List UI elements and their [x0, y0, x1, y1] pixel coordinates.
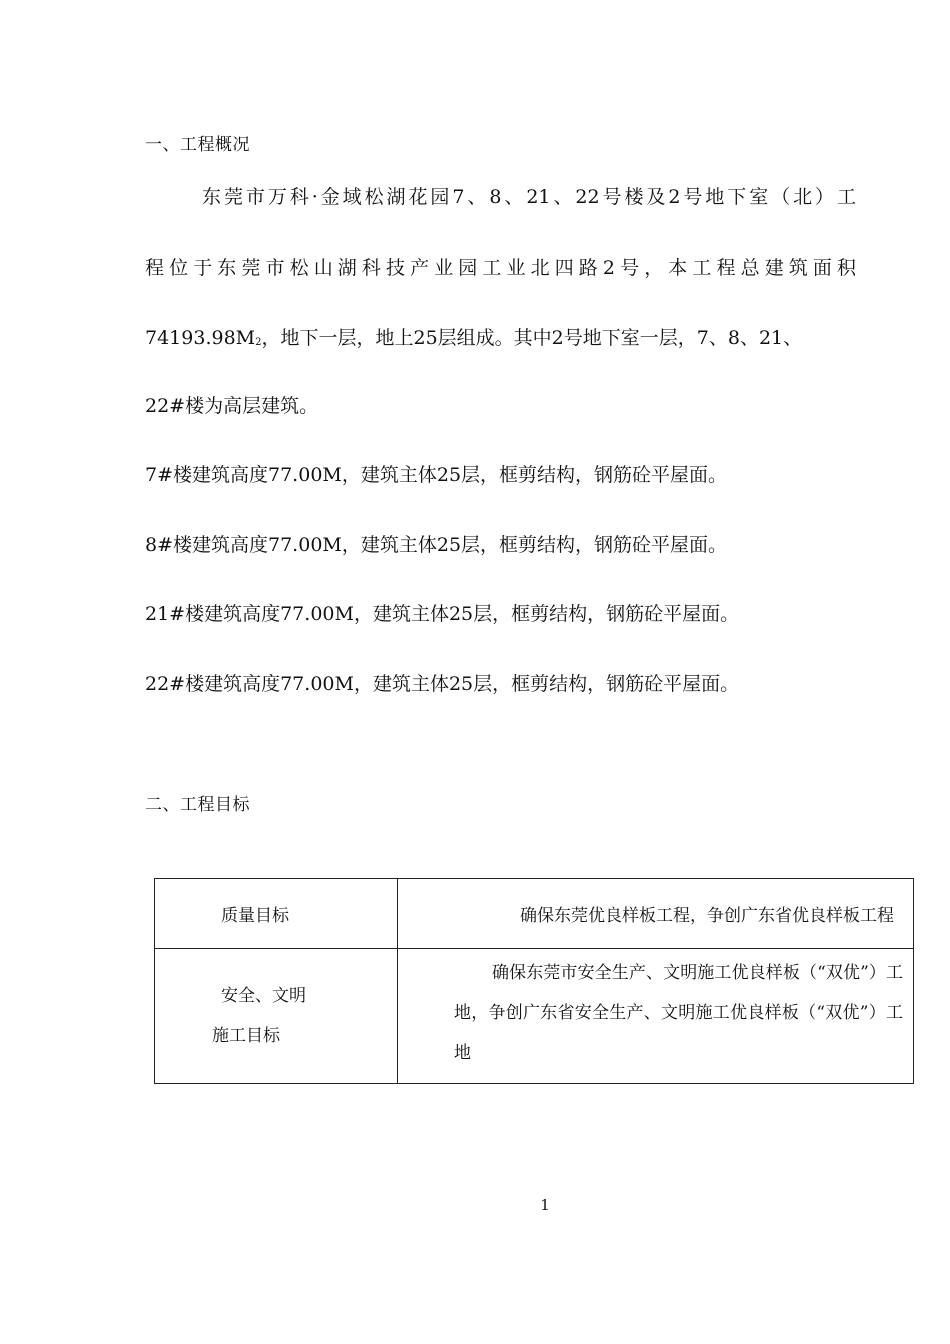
building-line: 7#楼建筑高度77.00M，建筑主体25层，框剪结构，钢筋砼平屋面。: [145, 464, 728, 486]
safety-goal-label: [155, 949, 398, 1084]
overview-paragraph-line-3-rest: ，地下一层，地上25层组成。其中2号地下室一层，7、8、21、: [261, 327, 803, 349]
area-unit-superscript: 2: [255, 337, 262, 348]
quality-goal-label: 质量目标: [155, 879, 398, 949]
table-row: [155, 879, 914, 949]
overview-paragraph-line-2: 程位于东莞市松山湖科技产业园工业北四路2号，本工程总建筑面积: [145, 257, 856, 279]
quality-goal-value: 确保东莞优良样板工程，争创广东省优良样板工程: [398, 879, 914, 949]
goals-table: [154, 878, 914, 1084]
overview-paragraph-line-3: [145, 329, 856, 348]
page-number: 1: [540, 1196, 550, 1214]
area-value: 74193.98M: [145, 327, 256, 349]
safety-goal-label-line-1: 安全、文明: [221, 986, 306, 1006]
overview-paragraph-line-1: 东莞市万科·金域松湖花园7、8、21、22号楼及2号地下室（北）工: [202, 186, 856, 208]
table-row: [155, 949, 914, 1084]
overview-paragraph-line-4: 22#楼为高层建筑。: [145, 395, 319, 417]
building-line: 8#楼建筑高度77.00M，建筑主体25层，框剪结构，钢筋砼平屋面。: [145, 534, 728, 556]
section-heading-goals: 二、工程目标: [145, 795, 250, 815]
section-heading-overview: 一、工程概况: [145, 135, 250, 155]
safety-goal-label-line-2: 施工目标: [212, 1026, 280, 1046]
building-line: 22#楼建筑高度77.00M，建筑主体25层，框剪结构，钢筋砼平屋面。: [145, 673, 740, 695]
safety-goal-value: 确保东莞市安全生产、文明施工优良样板（“双优”）工地，争创广东省安全生产、文明施工优良样板（“双优”）工地: [398, 949, 914, 1084]
building-line: 21#楼建筑高度77.00M，建筑主体25层，框剪结构，钢筋砼平屋面。: [145, 603, 740, 625]
